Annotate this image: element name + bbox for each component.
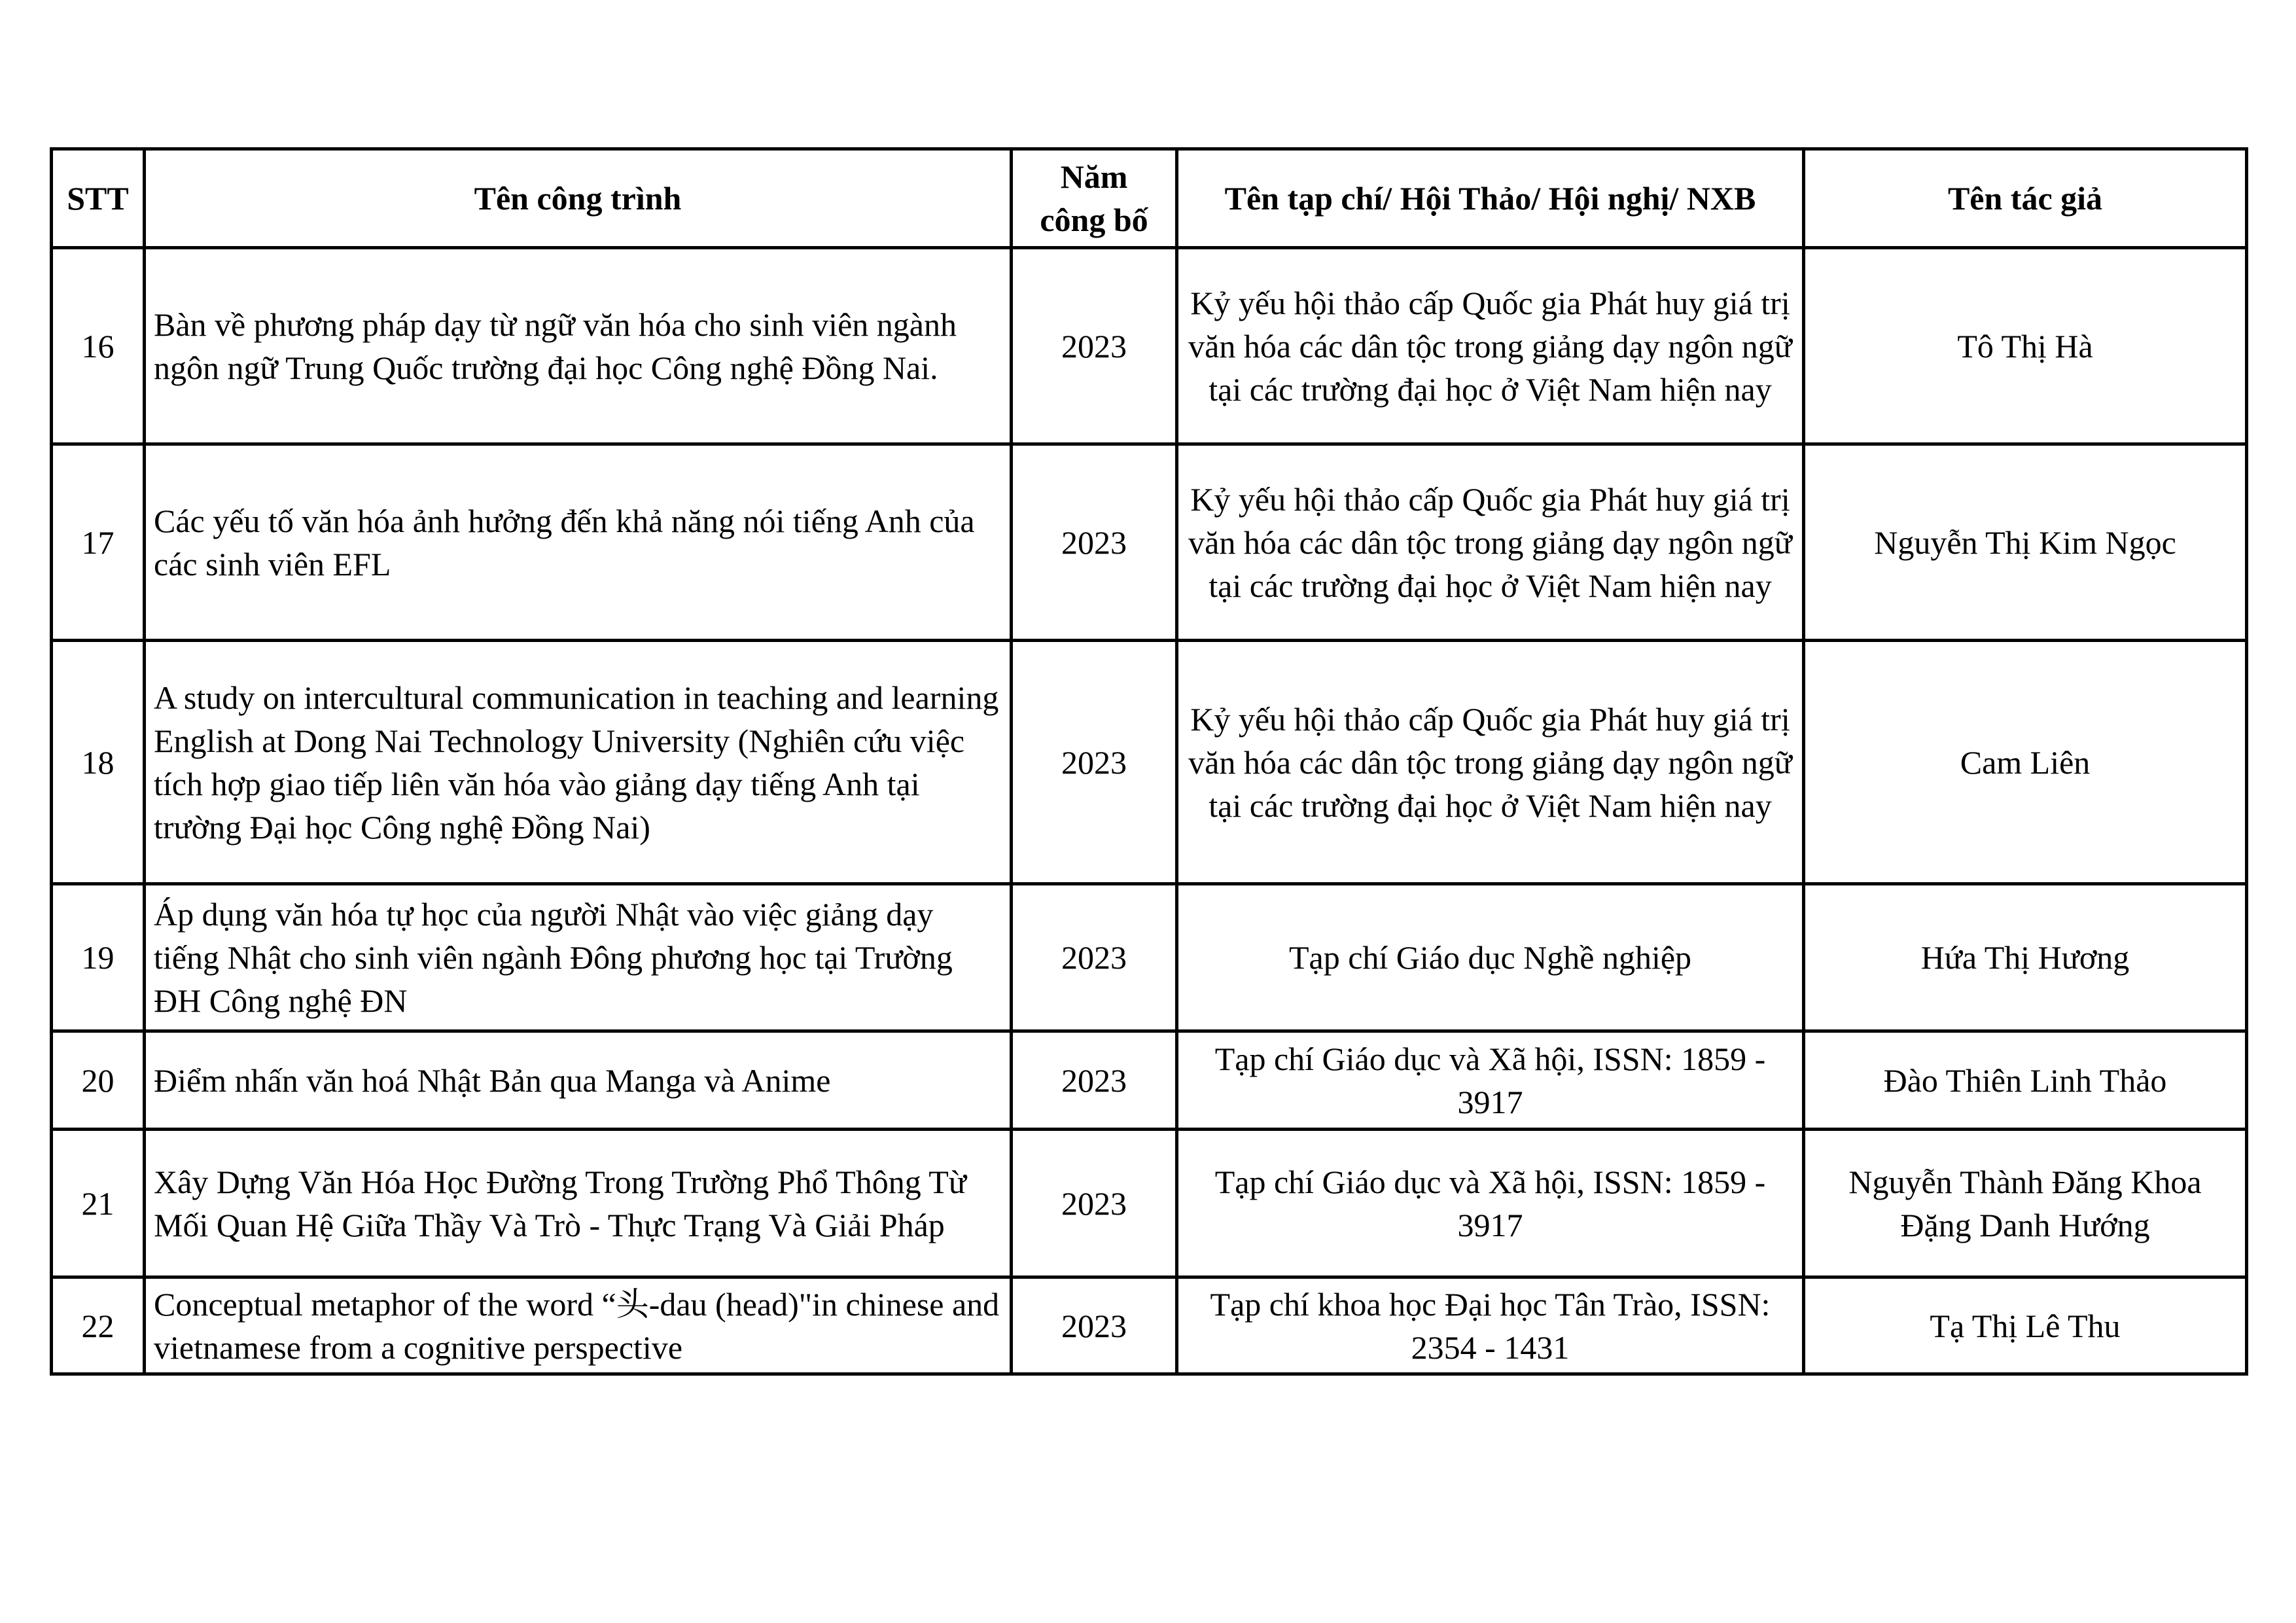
row-title: A study on intercultural communication in teaching and learning English at Dong Nai Technology University (Nghiên cứu việc tích hợp giao tiếp liên văn hóa vào giảng dạy tiếng Anh tại trường Đại học Công nghệ Đồng Nai) — [145, 641, 1012, 884]
row-stt: 19 — [52, 884, 145, 1031]
row-author-line1: Hứa Thị Hương — [1920, 939, 2130, 976]
row-author-line1: Cam Liên — [1960, 743, 2091, 781]
table-row — [52, 1130, 2247, 1277]
row-year: 2023 — [1012, 884, 1177, 1031]
row-title: Điểm nhấn văn hoá Nhật Bản qua Manga và Anime — [145, 1031, 1012, 1130]
row-stt: 18 — [52, 641, 145, 884]
row-title: Xây Dựng Văn Hóa Học Đường Trong Trường Phổ Thông Từ Mối Quan Hệ Giữa Thầy Và Trò - Thực Trạng Và Giải Pháp — [145, 1130, 1012, 1277]
row-title: Bàn về phương pháp dạy từ ngữ văn hóa cho sinh viên ngành ngôn ngữ Trung Quốc trường đại học Công nghệ Đồng Nai. — [145, 248, 1012, 444]
header-venue: Tên tạp chí/ Hội Thảo/ Hội nghị/ NXB — [1177, 149, 1804, 248]
row-title: Các yếu tố văn hóa ảnh hưởng đến khả năng nói tiếng Anh của các sinh viên EFL — [145, 444, 1012, 641]
row-title: Conceptual metaphor of the word “头-dau (head)"in chinese and vietnamese from a cognitive perspective — [145, 1277, 1012, 1374]
table-row — [52, 248, 2247, 444]
header-stt: STT — [52, 149, 145, 248]
row-venue: Kỷ yếu hội thảo cấp Quốc gia Phát huy giá trị văn hóa các dân tộc trong giảng dạy ngôn ngữ tại các trường đại học ở Việt Nam hiện nay — [1177, 248, 1804, 444]
row-year: 2023 — [1012, 641, 1177, 884]
row-stt: 22 — [52, 1277, 145, 1374]
table-row — [52, 1277, 2247, 1374]
row-stt: 20 — [52, 1031, 145, 1130]
row-venue: Kỷ yếu hội thảo cấp Quốc gia Phát huy giá trị văn hóa các dân tộc trong giảng dạy ngôn ngữ tại các trường đại học ở Việt Nam hiện nay — [1177, 444, 1804, 641]
row-author-line2: Đặng Danh Hướng — [1900, 1206, 2150, 1243]
header-author: Tên tác giả — [1804, 149, 2247, 248]
row-author — [1804, 248, 2247, 444]
table-row — [52, 1031, 2247, 1130]
row-venue: Tạp chí khoa học Đại học Tân Trào, ISSN: 2354 - 1431 — [1177, 1277, 1804, 1374]
row-author — [1804, 444, 2247, 641]
row-year: 2023 — [1012, 1031, 1177, 1130]
header-title: Tên công trình — [145, 149, 1012, 248]
row-author — [1804, 1031, 2247, 1130]
row-year: 2023 — [1012, 248, 1177, 444]
row-author-line1: Tạ Thị Lê Thu — [1930, 1307, 2121, 1344]
row-stt: 16 — [52, 248, 145, 444]
row-year: 2023 — [1012, 1130, 1177, 1277]
row-author — [1804, 1277, 2247, 1374]
header-year-line2: công bố — [1040, 202, 1148, 238]
header-row — [52, 149, 2247, 248]
row-stt: 17 — [52, 444, 145, 641]
row-author — [1804, 1130, 2247, 1277]
row-author-line1: Nguyễn Thành Đăng Khoa — [1848, 1163, 2202, 1200]
row-venue: Tạp chí Giáo dục Nghề nghiệp — [1177, 884, 1804, 1031]
header-year — [1012, 149, 1177, 248]
row-author-line1: Đào Thiên Linh Thảo — [1883, 1061, 2167, 1099]
table-row — [52, 884, 2247, 1031]
table-row — [52, 641, 2247, 884]
row-venue: Kỷ yếu hội thảo cấp Quốc gia Phát huy giá trị văn hóa các dân tộc trong giảng dạy ngôn ngữ tại các trường đại học ở Việt Nam hiện nay — [1177, 641, 1804, 884]
row-venue: Tạp chí Giáo dục và Xã hội, ISSN: 1859 - 3917 — [1177, 1130, 1804, 1277]
row-venue: Tạp chí Giáo dục và Xã hội, ISSN: 1859 - 3917 — [1177, 1031, 1804, 1130]
row-stt: 21 — [52, 1130, 145, 1277]
header-year-line1: Năm — [1060, 158, 1128, 195]
table-row — [52, 444, 2247, 641]
row-author — [1804, 641, 2247, 884]
row-year: 2023 — [1012, 444, 1177, 641]
row-title: Áp dụng văn hóa tự học của người Nhật vào việc giảng dạy tiếng Nhật cho sinh viên ngành Đông phương học tại Trường ĐH Công nghệ ĐN — [145, 884, 1012, 1031]
row-author-line1: Tô Thị Hà — [1957, 327, 2093, 365]
row-author-line1: Nguyễn Thị Kim Ngọc — [1874, 524, 2176, 561]
publications-table — [50, 147, 2248, 1376]
row-year: 2023 — [1012, 1277, 1177, 1374]
row-author — [1804, 884, 2247, 1031]
